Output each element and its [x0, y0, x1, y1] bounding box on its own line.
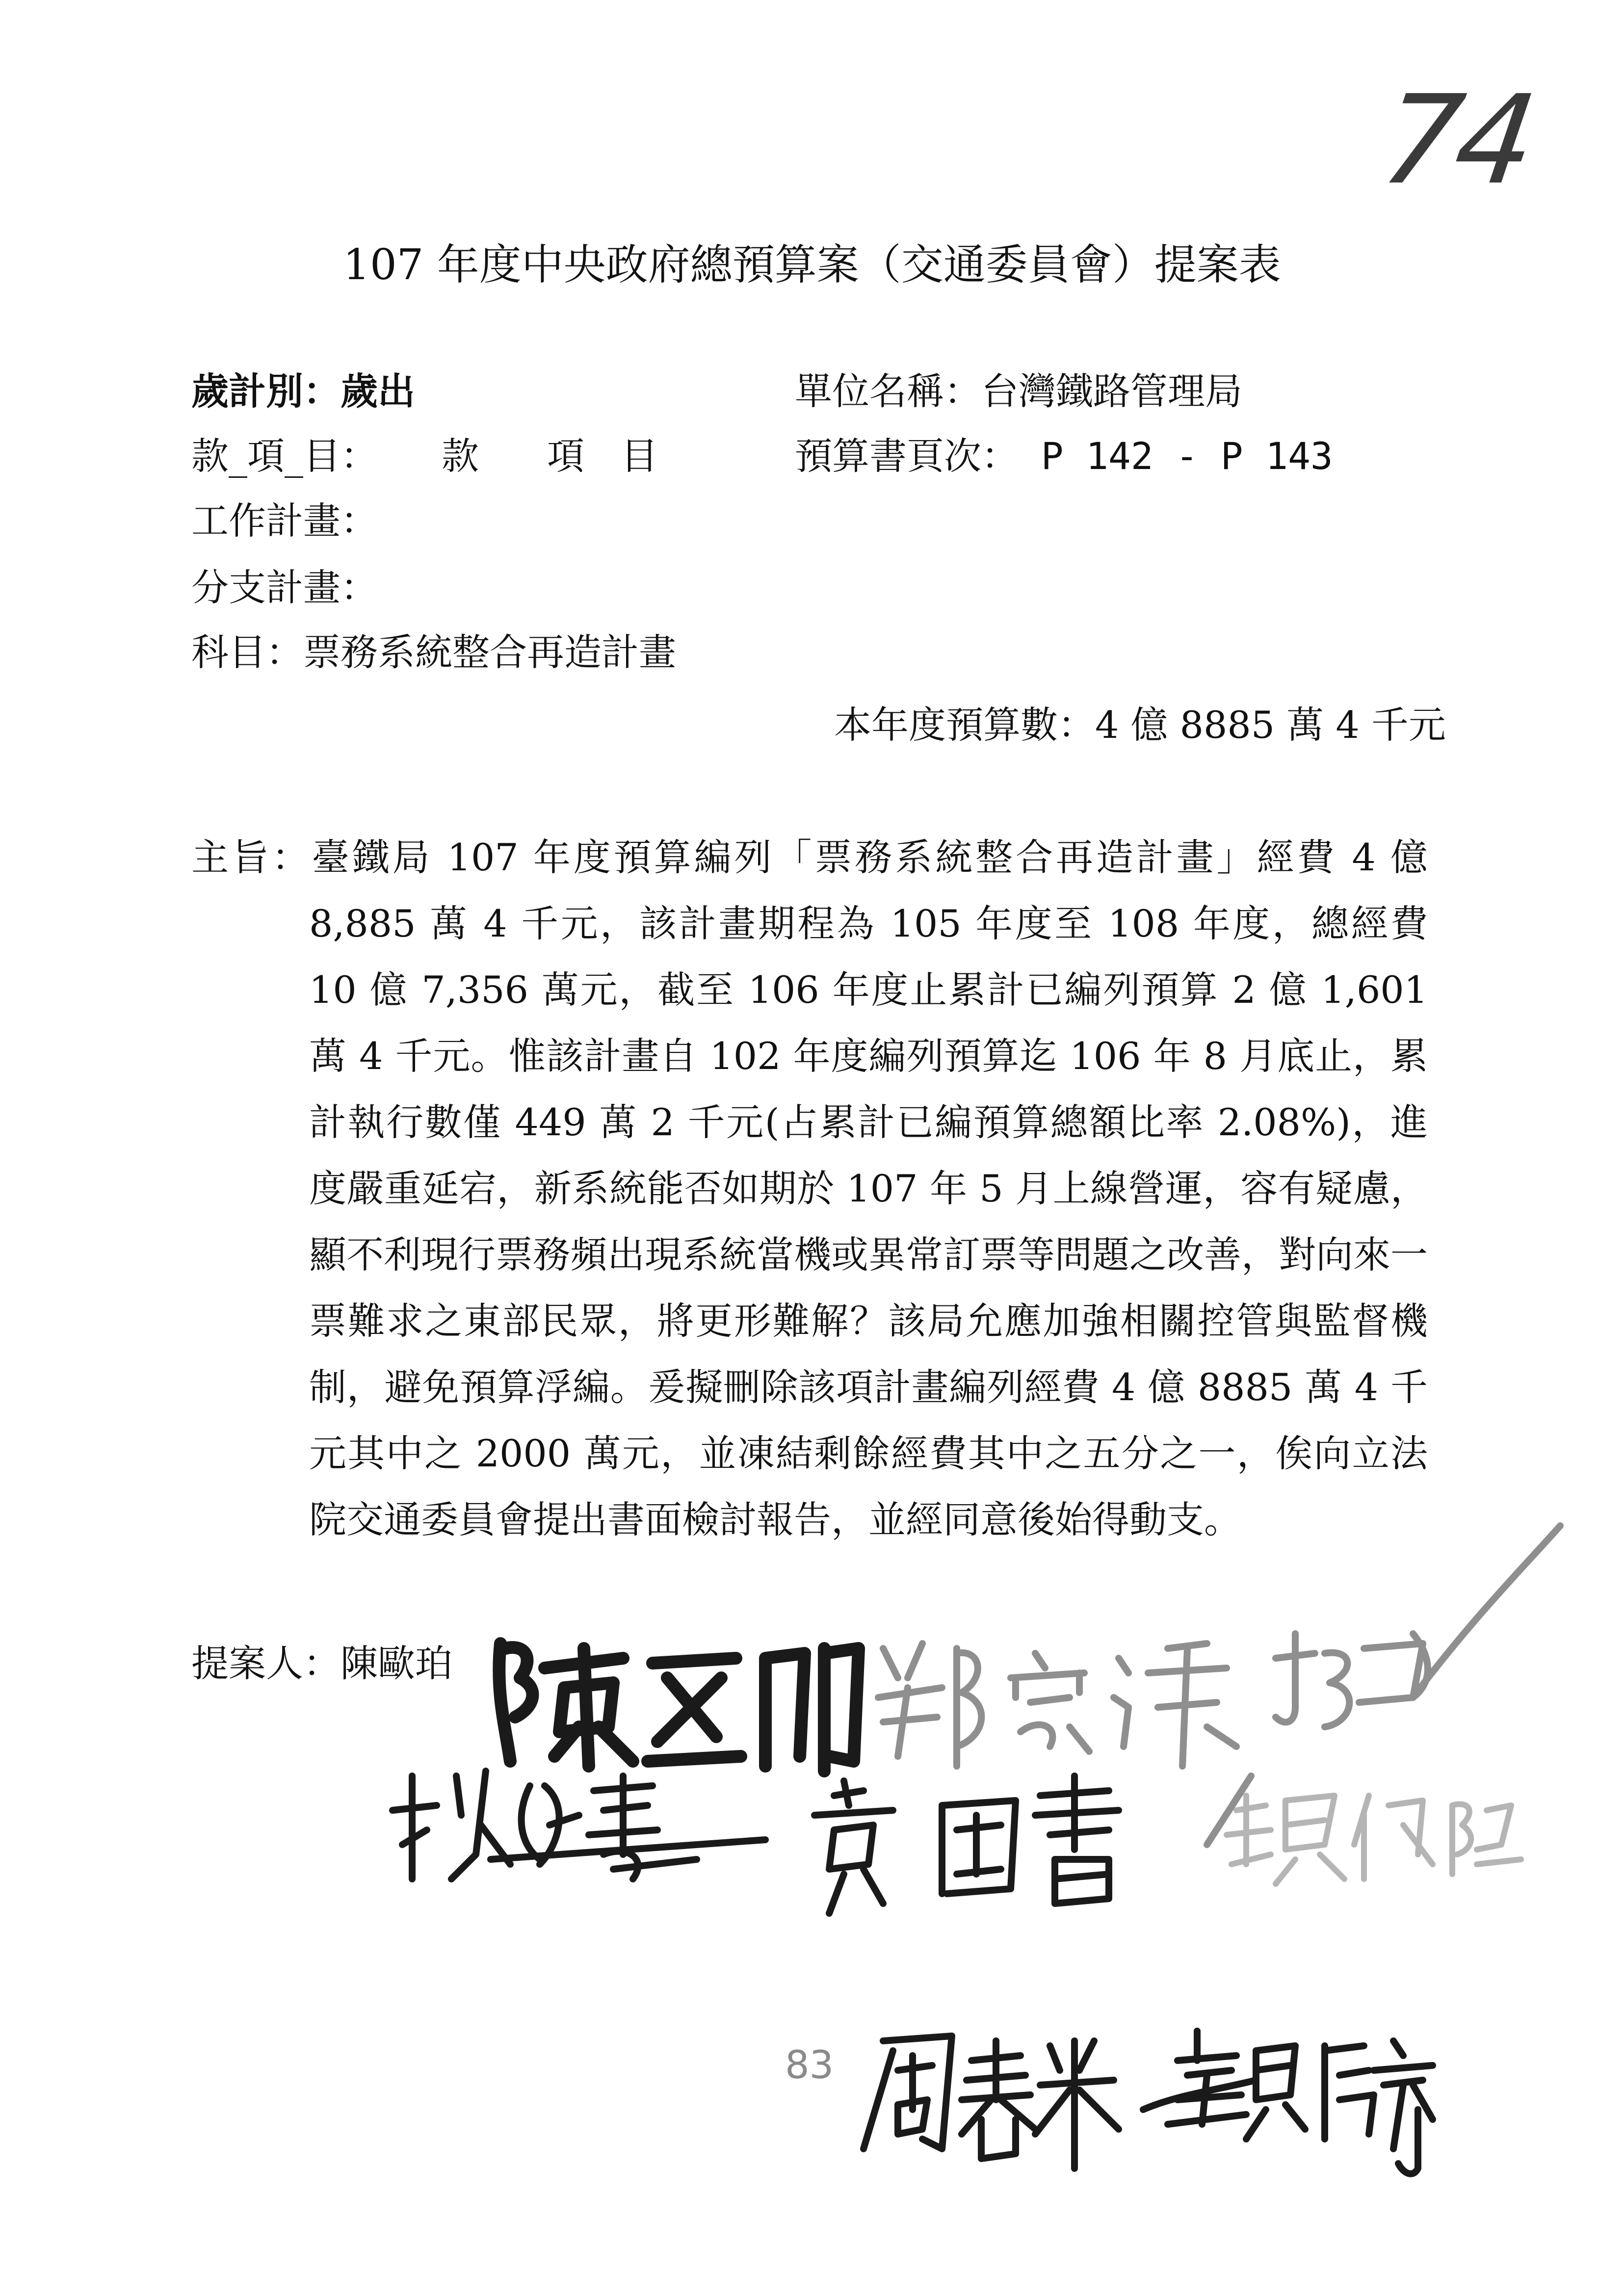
signature-6 — [1143, 2031, 1433, 2174]
document-title: 107 年度中央政府總預算案（交通委員會）提案表 — [343, 240, 1281, 289]
annual-budget-field: 本年度預算數：4 億 8885 萬 4 千元 — [834, 703, 1446, 747]
budget-pages-field: 預算書頁次： P 142 - P 143 — [795, 434, 1333, 478]
subject-item-field: 科目：票務系統整合再造計畫 — [191, 630, 676, 674]
section-value-kuan: 款 — [442, 434, 479, 478]
proposer-line: 提案人：陳歐珀 — [191, 1642, 452, 1685]
page-number-bottom: 83 — [785, 2043, 834, 2087]
work-plan-field: 工作計畫： — [191, 499, 378, 543]
subject-body — [191, 824, 1428, 1553]
budget-type-field: 歲計別：歲出 — [191, 369, 415, 413]
signature-1 — [499, 1644, 859, 1771]
signature-5 — [864, 2036, 1119, 2168]
signature-3 — [393, 1771, 1119, 1913]
section-value-mu: 目 — [621, 434, 658, 478]
signature-4 — [1227, 1796, 1521, 1884]
signature-2 — [878, 1526, 1560, 1845]
section-value-xiang: 項 — [547, 434, 584, 478]
branch-plan-field: 分支計畫： — [191, 566, 378, 609]
section-label: 款_項_目： — [191, 434, 378, 478]
unit-name-field: 單位名稱：台灣鐵路管理局 — [795, 369, 1242, 413]
page-number-handwritten: 74 — [1373, 69, 1540, 211]
subject-text: 主旨：臺鐵局 107 年度預算編列「票務系統整合再造計畫」經費 4 億 8,885 萬 4 千元，該計畫期程為 105 年度至 108 年度，總經費 10 億 7,356 萬元，截至 106 年度止累計已編列預算 2 億 1,601 萬 4 千元。惟該計畫自 102 年度編列預算迄 106 年 8 月底止，累計執行數僅 449 萬 2 千元(占累計已編預算總額比率 2.08%)，進度嚴重延宕，新系統能否如期於 107 年 5 月上線營運，容有疑慮，顯不利現行票務頻出現系統當機或異常訂票等問題之改善，對向來一票難求之東部民眾，將更形難解？該局允應加強相關控管與監督機制，避免預算浮編。爰擬刪除該項計畫編列經費 4 億 8885 萬 4 千元其中之 2000 萬元，並凍結剩餘經費其中之五分之一，俟向立法院交通委員會提出書面檢討報告，並經同意後始得動支。 — [191, 835, 1428, 1541]
